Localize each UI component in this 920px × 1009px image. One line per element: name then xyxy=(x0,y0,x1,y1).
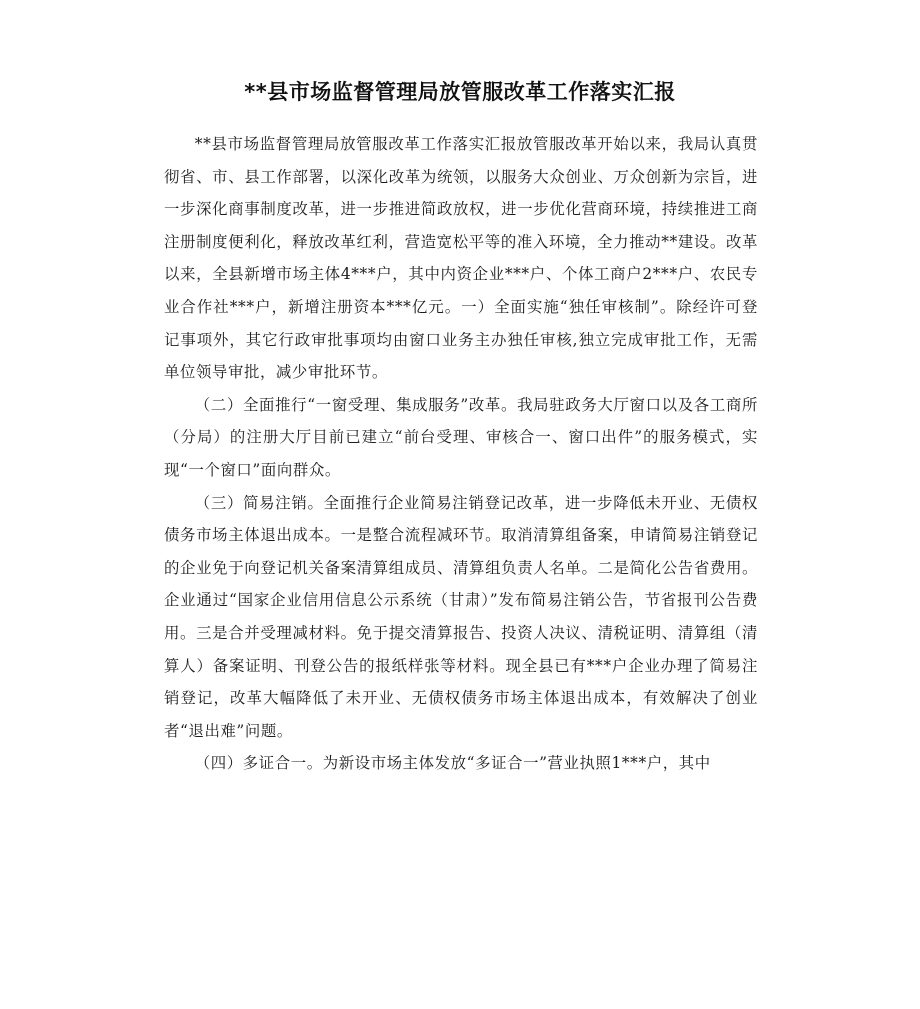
paragraph-section-2: （二）全面推行“一窗受理、集成服务”改革。我局驻政务大厅窗口以及各工商所（分局）的注册大厅目前已建立“前台受理、审核合一、窗口出件”的服务模式，实现“一个窗口”面向群众。 xyxy=(164,395,758,479)
document-title: **县市场监督管理局放管服改革工作落实汇报 xyxy=(244,80,676,105)
paragraph-intro: **县市场监督管理局放管服改革工作落实汇报放管服改革开始以来，我局认真贯彻省、市、县工作部署，以深化改革为统领，以服务大众创业、万众创新为宗旨，进一步深化商事制度改革，进一步推进简政放权，进一步优化营商环境，持续推进工商注册制度便利化，释放改革红利，营造宽松平等的准入环境，全力推动**建设。改革以来，全县新增市场主体4***户，其中内资企业***户、个体工商户2***户、农民专业合作社***户，新增注册资本***亿元。一）全面实施“独任审核制”。除经许可登记事项外，其它行政审批事项均由窗口业务主办独任审核,独立完成审批工作，无需单位领导审批，减少审批环节。 xyxy=(164,135,758,382)
document-body xyxy=(164,128,758,780)
paragraph-section-4: （四）多证合一。为新设市场主体发放“多证合一”营业执照1***户，其中 xyxy=(194,754,711,773)
paragraph-section-3: （三）简易注销。全面推行企业简易注销登记改革，进一步降低未开业、无债权债务市场主体退出成本。一是整合流程减环节。取消清算组备案，申请简易注销登记的企业免于向登记机关备案清算组成员、清算组负责人名单。二是简化公告省费用。企业通过“国家企业信用信息公示系统（甘肃）”发布简易注销公告，节省报刊公告费用。三是合并受理减材料。免于提交清算报告、投资人决议、清税证明、清算组（清算人）备案证明、刊登公告的报纸样张等材料。现全县已有***户企业办理了简易注销登记，改革大幅降低了未开业、无债权债务市场主体退出成本，有效解决了创业者“退出难”问题。 xyxy=(164,493,758,740)
